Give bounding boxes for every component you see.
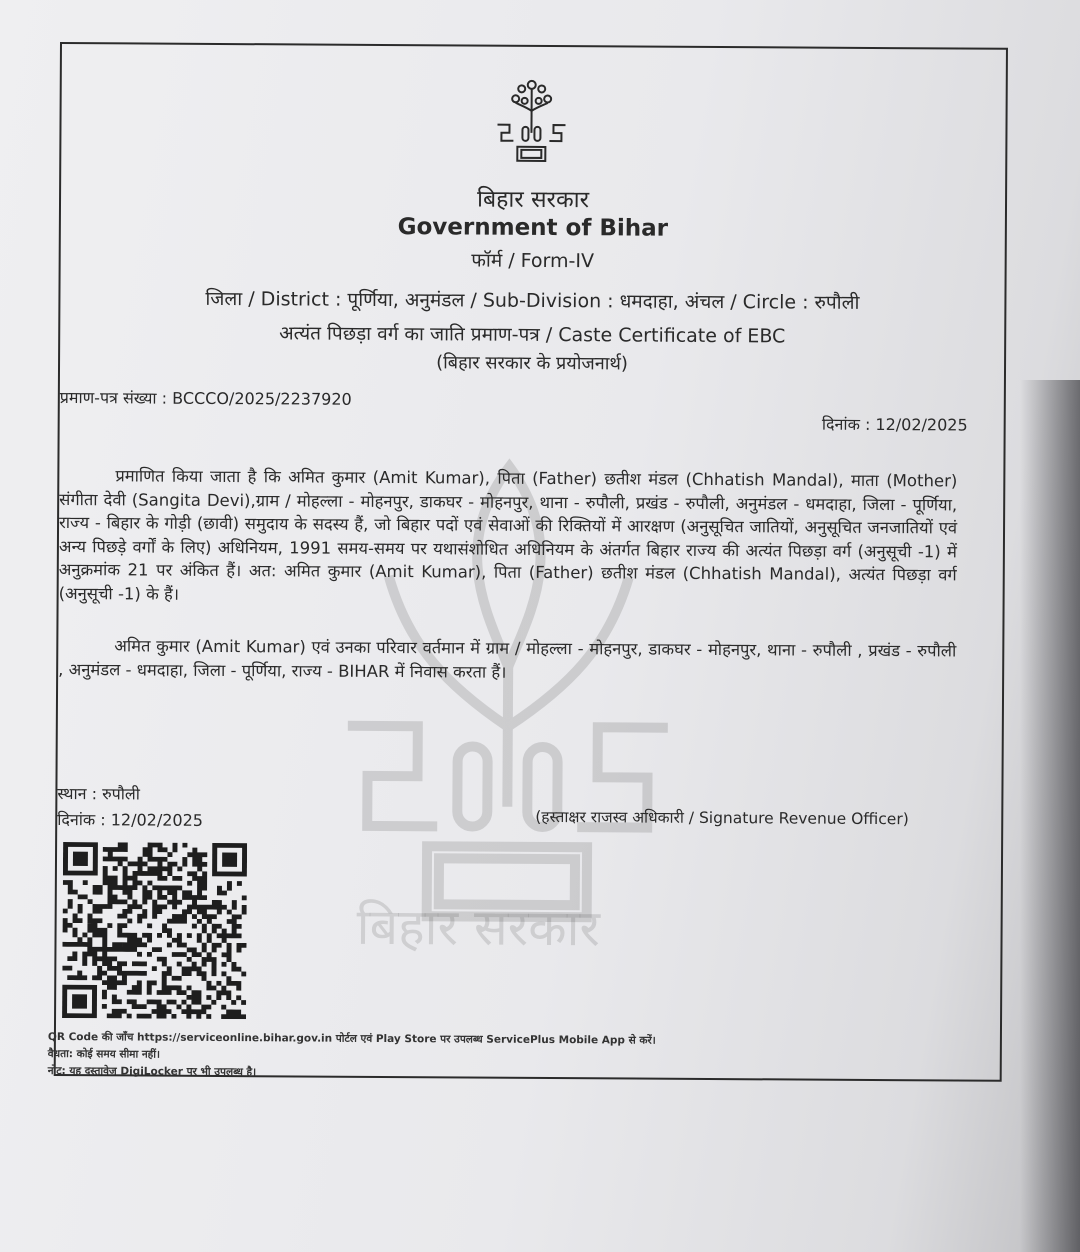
form-label: फॉर्म / Form-IV	[471, 249, 595, 273]
certificate-number: प्रमाण-पत्र संख्या : BCCCO/2025/2237920	[59, 388, 352, 409]
issue-place: स्थान : रुपौली	[57, 783, 140, 804]
bihar-emblem-icon	[491, 75, 572, 165]
certificate-title: अत्यंत पिछड़ा वर्ग का जाति प्रमाण-पत्र / Caste Certificate of EBC	[279, 322, 786, 348]
page-edge-shadow	[1020, 380, 1080, 1252]
validity-note: वैधता: कोई समय सीमा नहीं।	[47, 1047, 161, 1061]
issue-date: दिनांक : 12/02/2025	[57, 809, 204, 830]
qr-verification-note: QR Code की जाँच https://serviceonline.bihar.gov.in पोर्टल एवं Play Store पर उपलब्ध ServicePlus Mobile App से करें।	[47, 1030, 656, 1047]
watermark-text: बिहार सरकार	[356, 897, 601, 958]
government-hindi-title: बिहार सरकार	[476, 186, 590, 214]
certificate-body-paragraph: प्रमाणित किया जाता है कि अमित कुमार (Amit Kumar), पिता (Father) छतीश मंडल (Chhatish Mandal), माता (Mother) संगीता देवी (Sangita Devi),ग्राम / मोहल्ला - मोहनपुर, डाकघर - मोहनपुर, थाना - रुपौली, प्रखंड - रुपौली, अनुमंडल - धमदाहा, जिला - पूर्णिया, राज्य - बिहार के गोड़ी (छावी) समुदाय के सदस्य हैं, जो बिहार पदों एवं सेवाओं की रिक्तियों में आरक्षण (अनुसूचित जातियों, अनुसूचित जनजातियों एवं अन्य पिछड़े वर्गों के लिए) अधिनियम, 1991 समय-समय पर यथासंशोधित अधिनियम के अंतर्गत बिहार राज्य की अत्यंत पिछड़ा वर्ग (अनुसूची -1) में अनुक्रमांक 21 पर अंकित हैं। अत: अमित कुमार (Amit Kumar), पिता (Father) छतीश मंडल (Chhatish Mandal), अत्यंत पिछड़ा वर्ग (अनुसूची -1) के हैं।	[58, 466, 958, 604]
residence-paragraph: अमित कुमार (Amit Kumar) एवं उनका परिवार वर्तमान में ग्राम / मोहल्ला - मोहनपुर, डाकघर - मोहनपुर, थाना - रुपौली , प्रखंड - रुपौली , अनुमंडल - धमदाहा, जिला - पूर्णिया, राज्य - BIHAR में निवास करता हैं।	[58, 636, 957, 682]
digilocker-note: नोट: यह दस्तावेज DigiLocker पर भी उपलब्ध है।	[47, 1064, 257, 1079]
certificate-purpose: (बिहार सरकार के प्रयोजनार्थ)	[436, 352, 628, 375]
certificate-date: दिनांक : 12/02/2025	[821, 414, 968, 435]
qr-code-icon	[62, 842, 247, 1019]
certificate-frame	[47, 42, 1008, 1082]
signature-label: (हस्ताक्षर राजस्व अधिकारी / Signature Revenue Officer)	[535, 807, 909, 829]
district-line: जिला / District : पूर्णिया, अनुमंडल / Sub-Division : धमदाहा, अंचल / Circle : रुपौली	[205, 287, 860, 314]
government-english-title: Government of Bihar	[397, 214, 669, 242]
